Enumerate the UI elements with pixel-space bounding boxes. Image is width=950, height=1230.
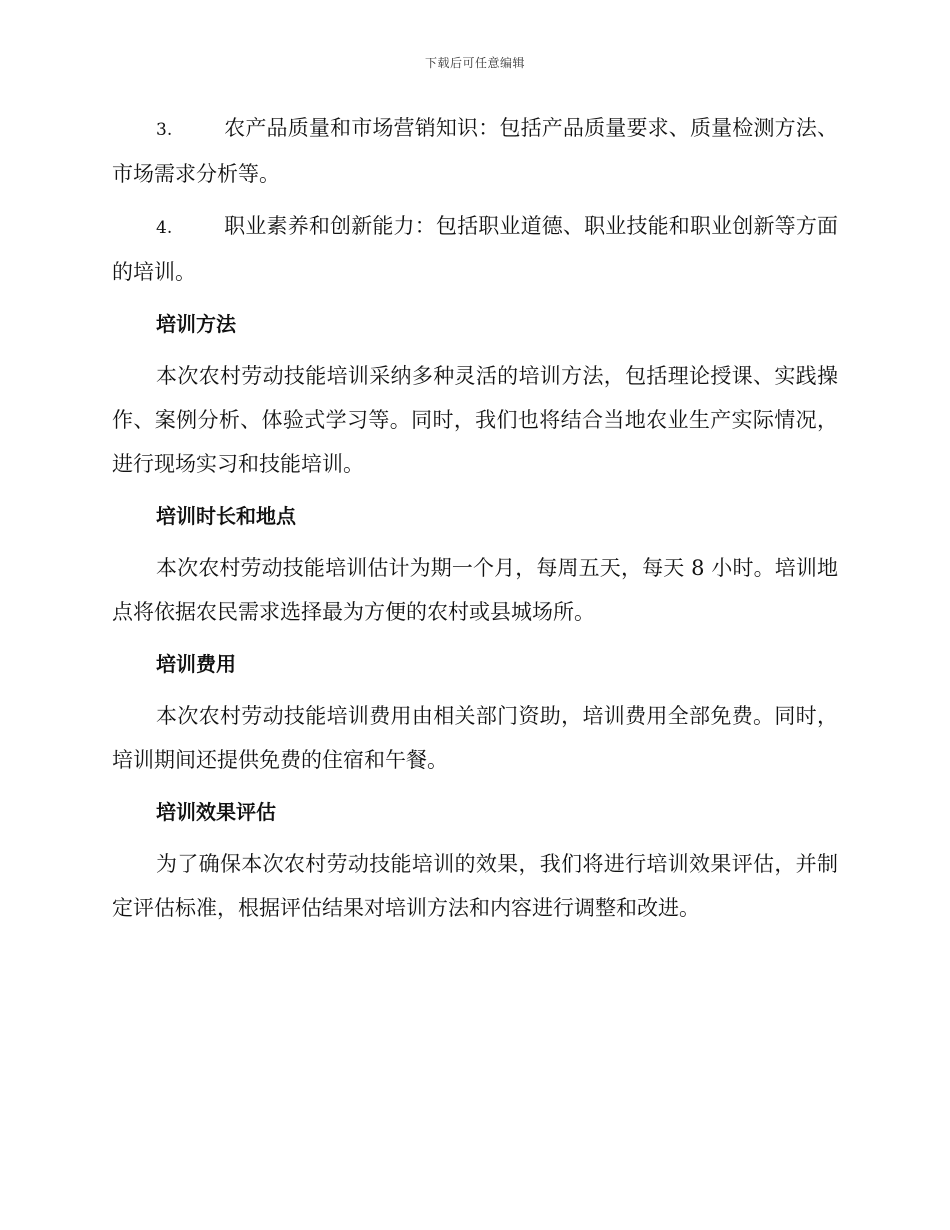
section-heading-training-cost: 培训费用	[156, 652, 236, 676]
section-heading-duration-location: 培训时长和地点	[156, 504, 296, 528]
list-number: 4.	[156, 218, 173, 238]
list-number: 3.	[156, 120, 173, 140]
section-heading-training-method: 培训方法	[156, 312, 236, 336]
section-body-effect-evaluation: 为了确保本次农村劳动技能培训的效果，我们将进行培训效果评估，并制定评估标准，根据评估结果对培训方法和内容进行调整和改进。	[112, 852, 838, 920]
list-item-3	[112, 106, 838, 196]
section-heading-effect-evaluation: 培训效果评估	[156, 800, 276, 824]
section-body-training-method: 本次农村劳动技能培训采纳多种灵活的培训方法，包括理论授课、实践操作、案例分析、体验式学习等。同时，我们也将结合当地农业生产实际情况，进行现场实习和技能培训。	[112, 364, 838, 476]
section-body-training-cost: 本次农村劳动技能培训费用由相关部门资助，培训费用全部免费。同时，培训期间还提供免费的住宿和午餐。	[112, 704, 838, 772]
list-item-4	[112, 204, 838, 294]
section-body-duration-location: 本次农村劳动技能培训估计为期一个月，每周五天，每天 8 小时。培训地点将依据农民需求选择最为方便的农村或县城场所。	[112, 556, 838, 624]
list-item-text: 农产品质量和市场营销知识：包括产品质量要求、质量检测方法、市场需求分析等。	[112, 116, 838, 186]
document-body	[112, 106, 838, 938]
page-header: 下载后可任意编辑	[424, 56, 525, 70]
list-item-text: 职业素养和创新能力：包括职业道德、职业技能和职业创新等方面的培训。	[112, 214, 838, 284]
